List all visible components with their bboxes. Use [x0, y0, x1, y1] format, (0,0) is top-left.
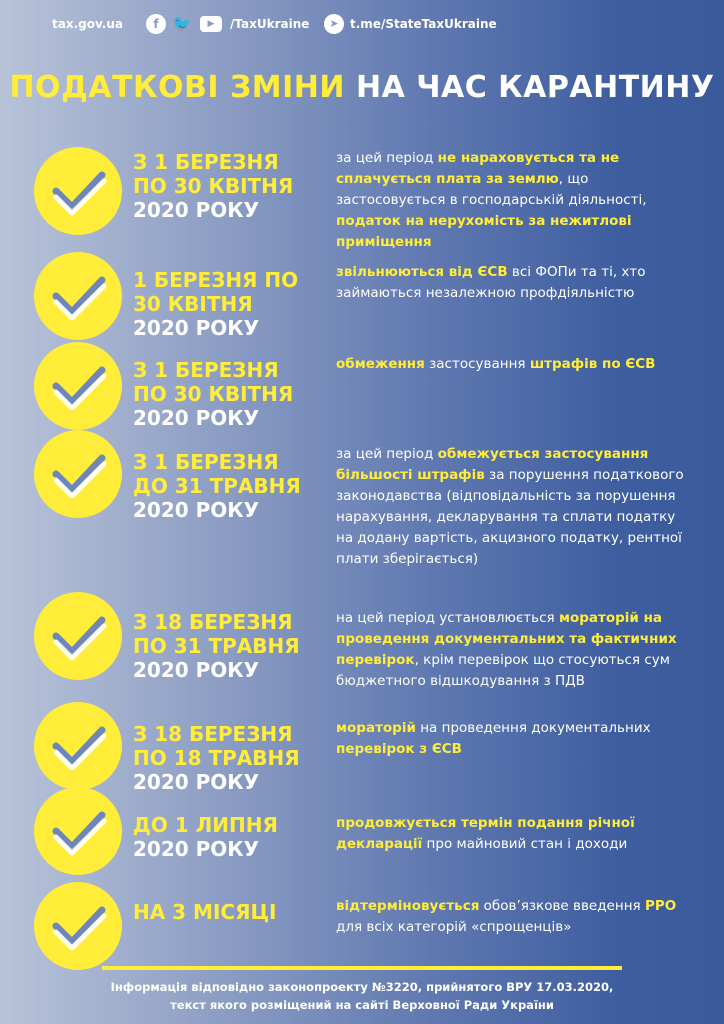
date-line: З 1 БЕРЕЗНЯ: [133, 150, 279, 174]
telegram-icon[interactable]: ➤: [324, 14, 344, 34]
plain-text: для всіх категорій «спрощенців»: [336, 919, 572, 935]
highlight-text: відтерміновується: [336, 898, 480, 914]
change-description: [336, 813, 696, 855]
change-description: [336, 354, 696, 375]
date-line: З 1 БЕРЕЗНЯ: [133, 358, 279, 382]
date-line: ПО 30 КВІТНЯ: [133, 382, 294, 406]
plain-text: , крім перевірок що стосуються сум бюджетного відшкодування з ПДВ: [336, 652, 670, 689]
check-icon: [32, 428, 124, 520]
date-line: ПО 18 ТРАВНЯ: [133, 746, 300, 770]
youtube-icon[interactable]: ▶: [200, 16, 222, 32]
title-part1: ПОДАТКОВІ ЗМІНИ: [9, 70, 346, 105]
title-part2: НА ЧАС КАРАНТИНУ: [355, 70, 715, 105]
plain-text: на цей період установлюється: [336, 610, 559, 626]
facebook-icon[interactable]: f: [146, 14, 166, 34]
plain-text: за порушення податкового законодавства (відповідальність за порушення нарахування, декларування та сплати податку на додану вартість, акцизного податку, рентної плати зберігається): [336, 467, 684, 567]
top-bar: [0, 14, 724, 36]
site-link[interactable]: tax.gov.ua: [52, 17, 124, 31]
footer-divider: [102, 966, 622, 970]
check-icon: [32, 590, 124, 682]
date-range: [133, 268, 333, 340]
plain-text: всі ФОПи та ті, хто займаються незалежною профдіяльністю: [336, 264, 646, 301]
date-line: 2020 РОКУ: [133, 316, 260, 340]
change-description: [336, 896, 696, 938]
date-line: ПО 31 ТРАВНЯ: [133, 634, 300, 658]
date-line: 2020 РОКУ: [133, 837, 260, 861]
change-description: [336, 262, 696, 304]
highlight-text: РРО: [644, 898, 677, 914]
telegram-link[interactable]: t.me/StateTaxUkraine: [350, 17, 497, 31]
plain-text: , що застосовується в господарській діяльності,: [336, 171, 647, 208]
highlight-text: обмежується застосування більшості штрафів: [336, 446, 649, 483]
date-line: 2020 РОКУ: [133, 658, 260, 682]
date-range: [133, 722, 333, 794]
highlight-text: мораторій: [336, 720, 416, 736]
change-description: [336, 608, 696, 692]
date-line: З 18 БЕРЕЗНЯ: [133, 722, 293, 746]
highlight-text: продовжується термін подання річної декларації: [336, 815, 635, 852]
footer-note: [60, 978, 664, 1014]
plain-text: на проведення документальних: [415, 720, 651, 736]
twitter-icon[interactable]: 🐦: [172, 14, 192, 33]
highlight-text: мораторій на проведення документальних та фактичних перевірок: [336, 610, 677, 668]
plain-text: про майновий стан і доходи: [422, 836, 628, 852]
date-line: 2020 РОКУ: [133, 406, 260, 430]
footer-line-2: текст якого розміщений на сайті Верховної Ради України: [170, 998, 554, 1012]
change-description: [336, 718, 696, 760]
date-line: 2020 РОКУ: [133, 498, 260, 522]
highlight-text: обмеження: [336, 356, 425, 372]
plain-text: застосування: [424, 356, 530, 372]
date-line: ДО 31 ТРАВНЯ: [133, 474, 301, 498]
highlight-text: перевірок з ЄСВ: [336, 741, 462, 757]
check-icon: [32, 340, 124, 432]
date-range: [133, 150, 333, 222]
highlight-text: звільнюються від ЄСВ: [336, 264, 508, 280]
date-line: ПО 30 КВІТНЯ: [133, 174, 294, 198]
change-description: [336, 444, 696, 570]
check-icon: [32, 785, 124, 877]
date-range: [133, 900, 333, 924]
page-title: [0, 70, 724, 105]
date-line: З 18 БЕРЕЗНЯ: [133, 610, 293, 634]
social-handle[interactable]: /TaxUkraine: [230, 17, 310, 31]
date-range: [133, 450, 333, 522]
plain-text: за цей період: [336, 446, 438, 462]
check-icon: [32, 700, 124, 792]
highlight-text: не нараховується та не сплачується плата за землю: [336, 150, 620, 187]
date-range: [133, 358, 333, 430]
date-line: 30 КВІТНЯ: [133, 292, 253, 316]
date-range: [133, 813, 333, 861]
date-line: З 1 БЕРЕЗНЯ: [133, 450, 279, 474]
date-range: [133, 610, 333, 682]
date-line: 1 БЕРЕЗНЯ ПО: [133, 268, 299, 292]
date-line: НА 3 МІСЯЦІ: [133, 900, 277, 924]
highlight-text: податок на нерухомість за нежитлові приміщення: [336, 213, 632, 250]
date-line: 2020 РОКУ: [133, 198, 260, 222]
check-icon: [32, 250, 124, 342]
plain-text: за цей період: [336, 150, 438, 166]
plain-text: обов’язкове введення: [479, 898, 645, 914]
date-line: ДО 1 ЛИПНЯ: [133, 813, 278, 837]
check-icon: [32, 145, 124, 237]
footer-line-1: Інформація відповідно законопроекту №3220, прийнятого ВРУ 17.03.2020,: [110, 980, 614, 994]
check-icon: [32, 880, 124, 972]
highlight-text: штрафів по ЄСВ: [529, 356, 656, 372]
change-description: [336, 148, 696, 253]
date-line: 2020 РОКУ: [133, 770, 260, 794]
